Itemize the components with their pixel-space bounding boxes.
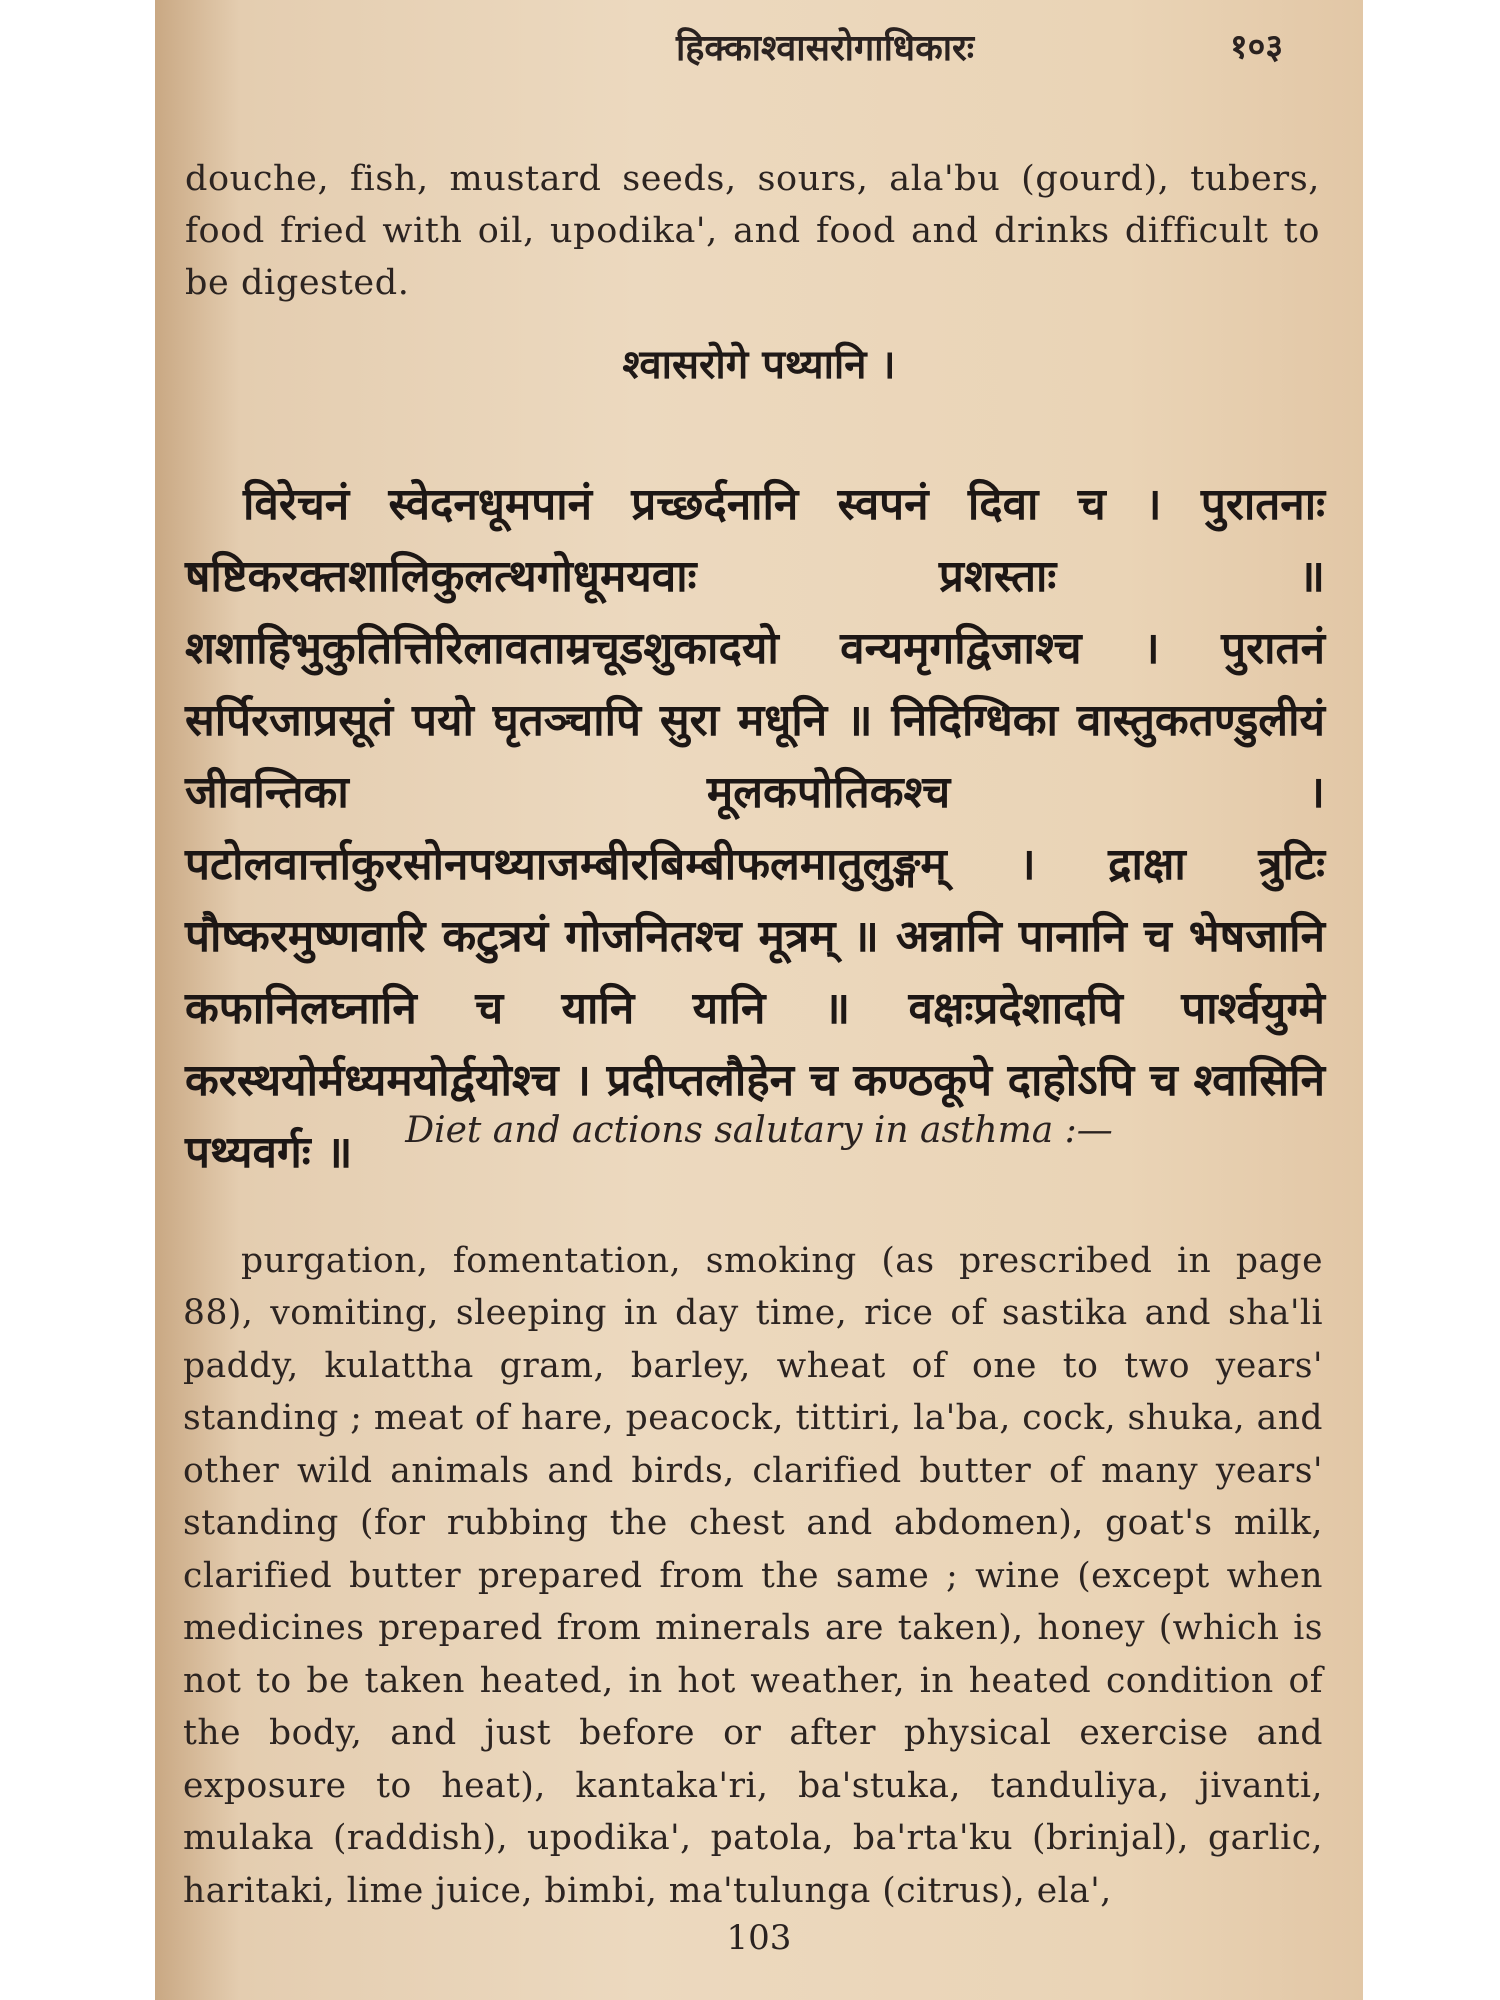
page-number-bottom: 103 <box>726 1918 792 1958</box>
translation-heading: Diet and actions salutary in asthma :— <box>405 1110 1113 1151</box>
book-page <box>155 0 1363 2000</box>
sanskrit-verse: विरेचनं स्वेदनधूमपानं प्रच्छर्दनानि स्वपनं दिवा च । पुरातनाः षष्टिकरक्तशालिकुलत्थगोधूमयवाः प्रशस्ताः ॥ शशाहिभुकुतित्तिरिलावताम्रचूडशुकादयो वन्यमृगद्विजाश्च । पुरातनं सर्पिरजाप्रसूतं पयो घृतञ्चापि सुरा मधूनि ॥ निदिग्धिका वास्तुकतण्डुलीयं जीवन्तिका मूलकपोतिकश्च । पटोलवार्त्ताकुरसोनपथ्याजम्बीरबिम्बीफलमातुलुङ्गम् । द्राक्षा त्रुटिः पौष्करमुष्णवारि कटुत्रयं गोजनितश्च मूत्रम् ॥ अन्नानि पानानि च भेषजानि कफानिलघ्नानि च यानि यानि ॥ वक्षःप्रदेशादपि पार्श्वयुग्मे करस्थयोर्मध्यमयोर्द्वयोश्च । प्रदीप्तलौहेन च कण्ठकूपे दाहोऽपि च श्वासिनि पथ्यवर्गः ॥ <box>185 479 1325 1178</box>
sanskrit-section-title: श्वासरोगे पथ्यानि । <box>622 341 896 388</box>
running-title: हिक्काश्वासरोगाधिकारः <box>675 27 975 69</box>
intro-paragraph: douche, fish, mustard seeds, sours, ala'bu (gourd), tubers, food fried with oil, upodika', and food and drinks difficult to be digested. <box>185 159 1320 303</box>
page-number-devanagari: १०३ <box>1230 27 1284 67</box>
translation-body: purgation, fomentation, smoking (as prescribed in page 88), vomiting, sleeping in day time, rice of sastika and sha'li paddy, kulattha gram, barley, wheat of one to two years' standing ; meat of hare, peacock, tittiri, la'ba, cock, shuka, and other wild animals and birds, clarified butter of many years' standing (for rubbing the chest and abdomen), goat's milk, clarified butter prepared from the same ; wine (except when medicines prepared from minerals are taken), honey (which is not to be taken heated, in hot weather, in heated condition of the body, and just before or after physical exercise and exposure to heat), kantaka'ri, ba'stuka, tanduliya, jivanti, mulaka (raddish), upodika', patola, ba'rta'ku (brinjal), garlic, haritaki, lime juice, bimbi, ma'tulunga (citrus), ela', <box>183 1240 1323 1911</box>
